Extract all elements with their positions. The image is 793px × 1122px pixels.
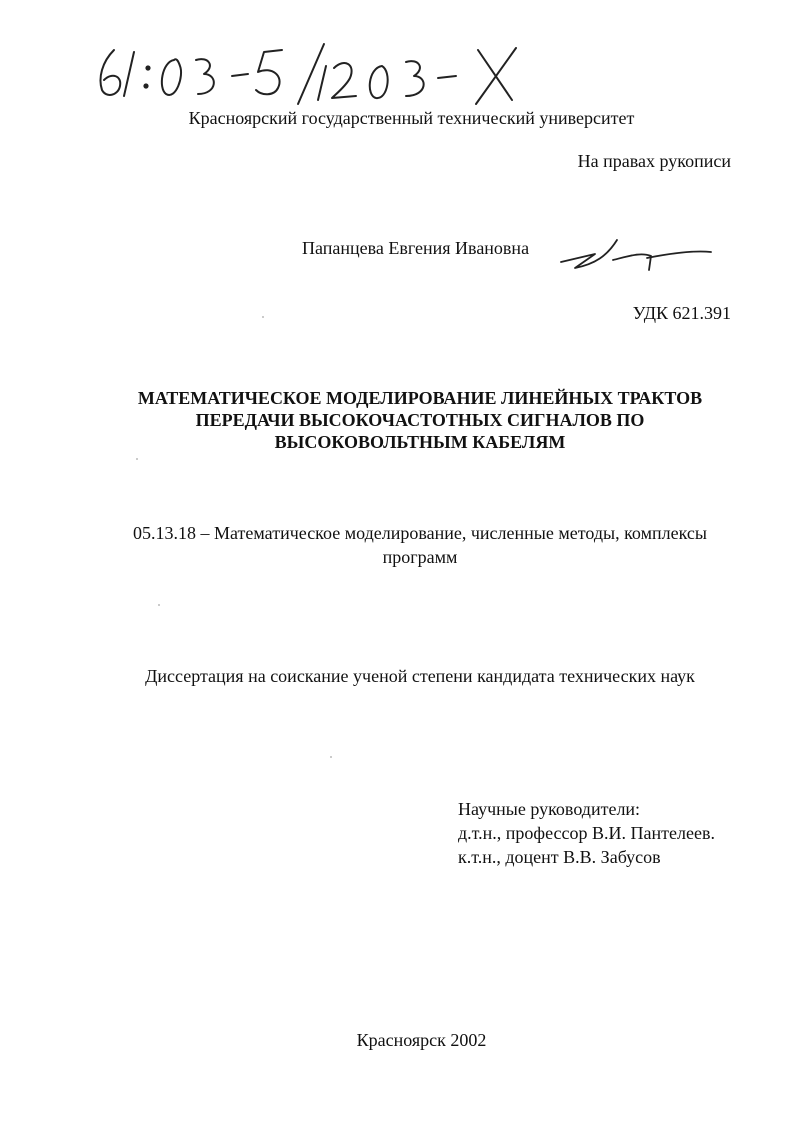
- handwritten-archive-code: [92, 38, 552, 108]
- scan-speck: [330, 756, 332, 758]
- university-name: Красноярский государственный технический университет: [188, 108, 635, 128]
- title-line: ВЫСОКОВОЛЬТНЫМ КАБЕЛЯМ: [274, 432, 566, 452]
- scan-speck: [158, 604, 160, 606]
- title-line: МАТЕМАТИЧЕСКОЕ МОДЕЛИРОВАНИЕ ЛИНЕЙНЫХ ТРАКТОВ: [137, 388, 703, 408]
- specialty-line: программ: [382, 547, 458, 567]
- supervisor-item: к.т.н., доцент В.В. Забусов: [458, 847, 661, 867]
- author-name: Папанцева Евгения Ивановна: [302, 238, 530, 258]
- supervisors-block: [458, 797, 715, 869]
- udk-code: УДК 621.391: [632, 303, 731, 323]
- specialty-code: [80, 521, 760, 569]
- supervisor-item: д.т.н., профессор В.И. Пантелеев.: [458, 823, 715, 843]
- scan-speck: [262, 316, 264, 318]
- supervisors-heading: Научные руководители:: [458, 799, 641, 819]
- author-signature: [555, 232, 715, 277]
- manuscript-rights-note: На правах рукописи: [577, 151, 731, 171]
- scan-speck: [136, 458, 138, 460]
- degree-statement: Диссертация на соискание ученой степени кандидата технических наук: [145, 666, 695, 686]
- dissertation-title: [60, 387, 780, 453]
- specialty-line: 05.13.18 – Математическое моделирование, численные методы, комплексы: [133, 523, 707, 543]
- title-line: ПЕРЕДАЧИ ВЫСОКОЧАСТОТНЫХ СИГНАЛОВ ПО: [195, 410, 645, 430]
- city-and-year: Красноярск 2002: [356, 1030, 487, 1050]
